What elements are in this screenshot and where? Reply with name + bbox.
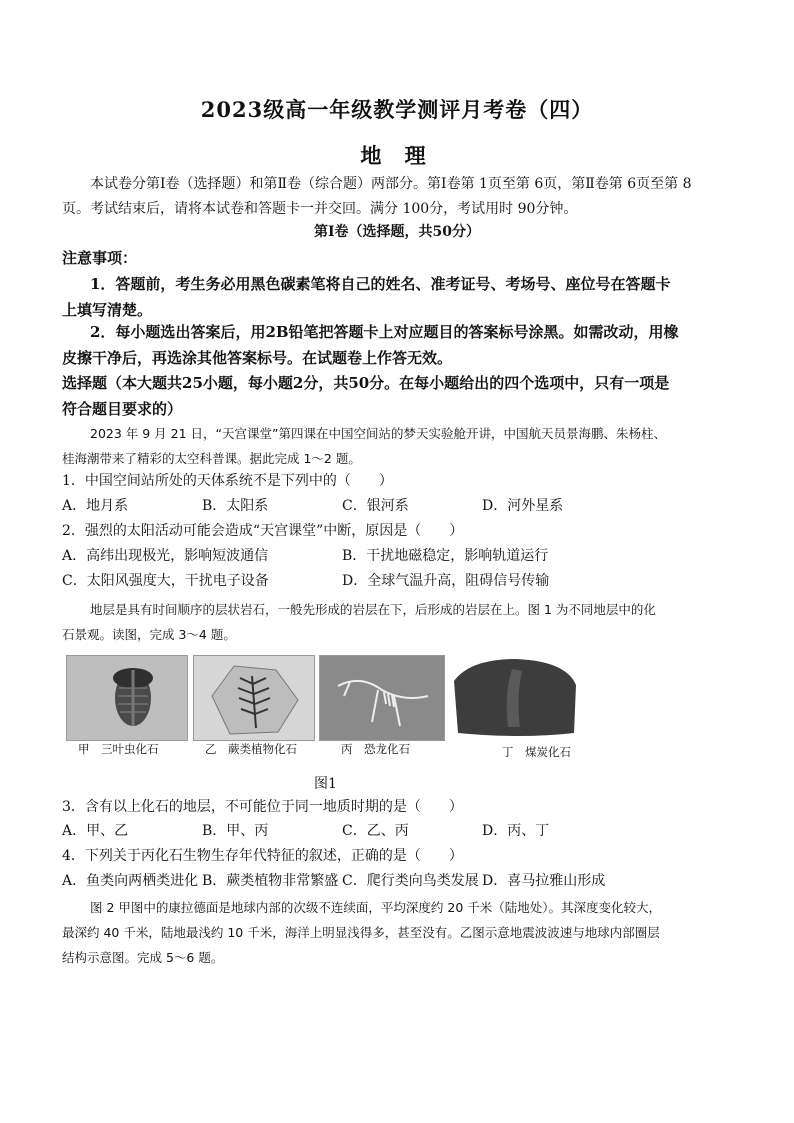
- option-b[interactable]: B．甲、丙: [202, 823, 269, 839]
- intro-line-1: 本试卷分第Ⅰ卷（选择题）和第Ⅱ卷（综合题）两部分。第Ⅰ卷第 1页至第 6页，第Ⅱ卷第 6页至第 8: [90, 176, 692, 192]
- stem-1-line-1: 2023 年 9 月 21 日，“天宫课堂”第四课在中国空间站的梦天实验舱开讲，中国航天员景海鹏、朱杨柱、: [90, 426, 666, 441]
- fern-fossil-image: [193, 655, 315, 741]
- section-title: 第Ⅰ卷（选择题，共50分）: [313, 224, 481, 240]
- question-3: 3．含有以上化石的地层，不可能位于同一地质时期的是（ ）: [62, 799, 463, 815]
- figure-1: [66, 655, 586, 765]
- caption-dinosaur: 丙 恐龙化石: [341, 742, 410, 756]
- option-b[interactable]: B．干扰地磁稳定，影响轨道运行: [342, 548, 549, 564]
- option-a[interactable]: A．甲、乙: [62, 823, 129, 839]
- fossil-fern: [193, 655, 315, 756]
- question-2-options-row-2: [62, 569, 742, 594]
- question-2: 2．强烈的太阳活动可能会造成“天宫课堂”中断，原因是（ ）: [62, 523, 464, 539]
- option-a[interactable]: A．高纬出现极光，影响短波通信: [62, 548, 269, 564]
- option-a[interactable]: A．鱼类向两栖类进化: [62, 873, 199, 889]
- caption-coal: 丁 煤炭化石: [502, 745, 571, 759]
- choice-intro-line-1: 选择题（本大题共25小题，每小题2分，共50分。在每小题给出的四个选项中，只有一项是: [62, 374, 670, 392]
- coal-fossil-image: [450, 655, 580, 739]
- dinosaur-fossil-image: [319, 655, 445, 741]
- note-2-line-1: 2．每小题选出答案后，用2B铅笔把答题卡上对应题目的答案标号涂黑。如需改动，用橡: [90, 323, 679, 341]
- note-1-line-2: 上填写清楚。: [62, 301, 153, 319]
- option-d[interactable]: D．全球气温升高，阻碍信号传输: [342, 573, 550, 589]
- exam-title: 2023级高一年级教学测评月考卷（四）: [200, 97, 594, 122]
- option-d[interactable]: D．河外星系: [482, 498, 564, 514]
- question-3-options: [62, 819, 742, 844]
- option-c[interactable]: C．银河系: [342, 498, 409, 514]
- question-2-options-row-1: [62, 544, 742, 569]
- note-1-line-1: 1．答题前，考生务必用黑色碳素笔将自己的姓名、准考证号、考场号、座位号在答题卡: [90, 275, 671, 293]
- caption-fern: 乙 蕨类植物化石: [205, 742, 297, 756]
- stem-3-line-3: 结构示意图。完成 5～6 题。: [62, 950, 224, 965]
- trilobite-fossil-image: [66, 655, 188, 741]
- stem-3-line-2: 最深约 40 千米，陆地最浅约 10 千米，海洋上明显浅得多，甚至没有。乙图示意地震波波速与地球内部圈层: [62, 925, 660, 940]
- notes-heading: 注意事项：: [62, 249, 138, 267]
- fossil-dinosaur: [319, 655, 445, 756]
- fossil-trilobite: [66, 655, 188, 756]
- choice-intro-line-2: 符合题目要求的）: [62, 400, 183, 418]
- note-2-line-2: 皮擦干净后，再选涂其他答案标号。在试题卷上作答无效。: [62, 349, 453, 367]
- option-c[interactable]: C．乙、丙: [342, 823, 409, 839]
- intro-line-2: 页。考试结束后，请将本试卷和答题卡一并交回。满分 100分，考试用时 90分钟。: [62, 201, 578, 217]
- option-b[interactable]: B．太阳系: [202, 498, 269, 514]
- figure-1-label: 图1: [314, 776, 337, 792]
- question-1-options: [62, 494, 742, 519]
- subject-title: 地 理: [360, 143, 434, 168]
- option-a[interactable]: A．地月系: [62, 498, 129, 514]
- stem-1-line-2: 桂海潮带来了精彩的太空科普课。据此完成 1～2 题。: [62, 451, 361, 466]
- question-4: 4．下列关于丙化石生物生存年代特征的叙述，正确的是（ ）: [62, 848, 463, 864]
- question-1: 1．中国空间站所处的天体系统不是下列中的（ ）: [62, 473, 393, 489]
- caption-trilobite: 甲 三叶虫化石: [78, 742, 159, 756]
- option-b[interactable]: B．蕨类植物非常繁盛: [202, 873, 339, 889]
- stem-2-line-1: 地层是具有时间顺序的层状岩石，一般先形成的岩层在下，后形成的岩层在上。图 1 为不同地层中的化: [90, 602, 656, 617]
- stem-3-line-1: 图 2 甲图中的康拉德面是地球内部的次级不连续面，平均深度约 20 千米（陆地处）。其深度变化较大，: [90, 900, 662, 915]
- option-d[interactable]: D．喜马拉雅山形成: [482, 873, 606, 889]
- option-d[interactable]: D．丙、丁: [482, 823, 550, 839]
- question-4-options: [62, 869, 742, 894]
- fossil-coal: [450, 655, 580, 759]
- option-c[interactable]: C．爬行类向鸟类发展: [342, 873, 479, 889]
- option-c[interactable]: C．太阳风强度大，干扰电子设备: [62, 573, 269, 589]
- stem-2-line-2: 石景观。读图，完成 3～4 题。: [62, 627, 236, 642]
